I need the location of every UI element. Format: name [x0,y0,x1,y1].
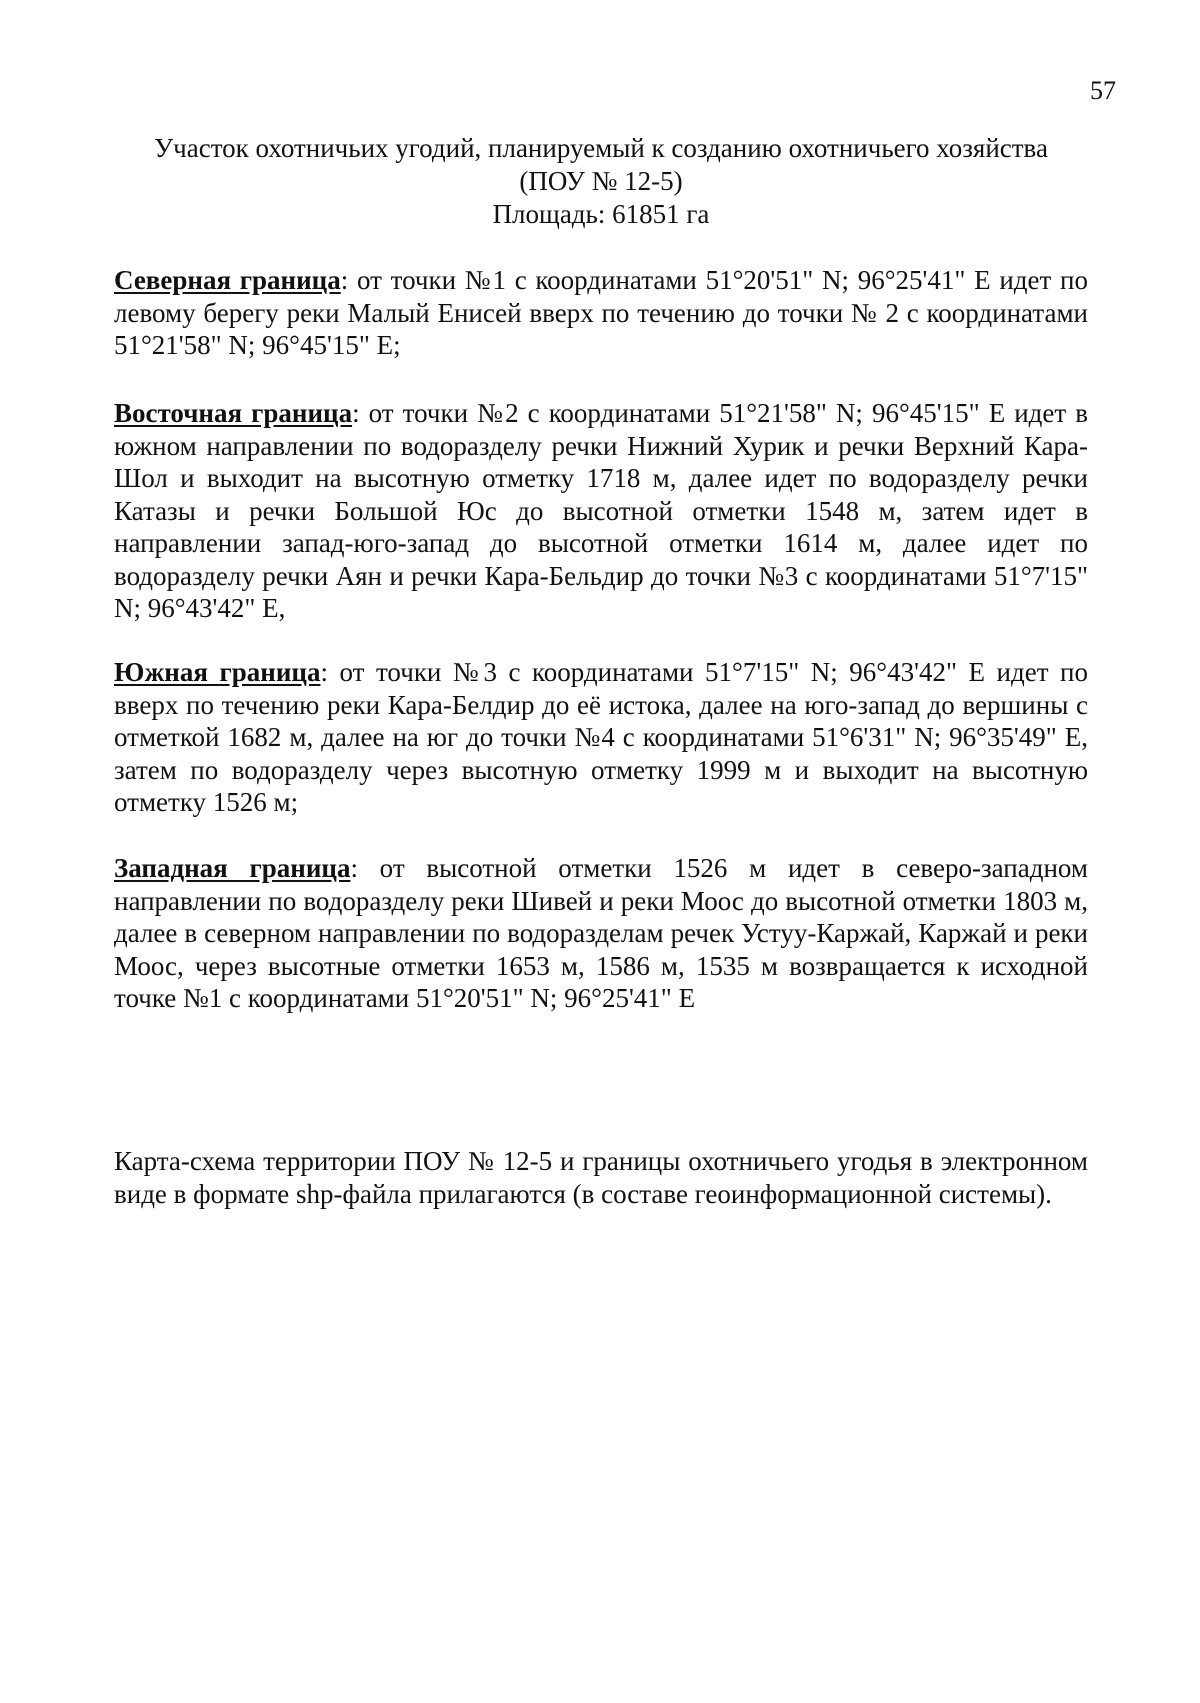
south-boundary-title: Южная граница [114,657,321,687]
header-code: (ПОУ № 12-5) [519,166,683,196]
north-boundary-text: : от точки №1 с координатами 51°20'51" N; 96°25'41" E идет по левому берегу реки Малый Енисей вверх по течению до точки № 2 с координатами 51°21'58" N; 96°45'15" E; [114,265,1088,360]
west-boundary-title: Западная граница [114,853,351,883]
page-number: 57 [1090,76,1116,105]
east-boundary-title: Восточная граница [114,398,353,428]
north-boundary-title: Северная граница [114,265,341,295]
header-area: Площадь: 61851 га [492,199,710,229]
document-header [114,132,1088,231]
east-boundary-section [114,397,1088,625]
south-boundary-text: : от точки №3 с координатами 51°7'15" N; 96°43'42" E идет по вверх по течению реки Кара-Белдир до её истока, далее на юго-запад до вершины с отметкой 1682 м, далее на юг до точки №4 с координатами 51°6'31" N; 96°35'49" E, затем по водоразделу через высотную отметку 1999 м и выходит на высотную отметку 1526 м; [114,657,1088,817]
north-boundary-section [114,264,1088,362]
west-boundary-text: : от высотной отметки 1526 м идет в северо-западном направлении по водоразделу реки Шивей и реки Моос до высотной отметки 1803 м, далее в северном направлении по водоразделам речек Устуу-Каржай, Каржай и реки Моос, через высотные отметки 1653 м, 1586 м, 1535 м возвращается к исходной точке №1 с координатами 51°20'51" N; 96°25'41" E [114,853,1088,1013]
header-title: Участок охотничьих угодий, планируемый к созданию охотничьего хозяйства [154,133,1048,163]
map-attachment-note: Карта-схема территории ПОУ № 12-5 и границы охотничьего угодья в электронном виде в формате shp-файла прилагаются (в составе геоинформационной системы). [114,1146,1088,1209]
west-boundary-section [114,852,1088,1015]
south-boundary-section [114,656,1088,819]
east-boundary-text: : от точки №2 с координатами 51°21'58" N; 96°45'15" E идет в южном направлении по водоразделу речки Нижний Хурик и речки Верхний Кара-Шол и выходит на высотную отметку 1718 м, далее идет по водоразделу речки Катазы и речки Большой Юс до высотной отметки 1548 м, затем идет в направлении запад-юго-запад до высотной отметки 1614 м, далее идет по водоразделу речки Аян и речки Кара-Бельдир до точки №3 с координатами 51°7'15" N; 96°43'42" E, [114,398,1088,623]
